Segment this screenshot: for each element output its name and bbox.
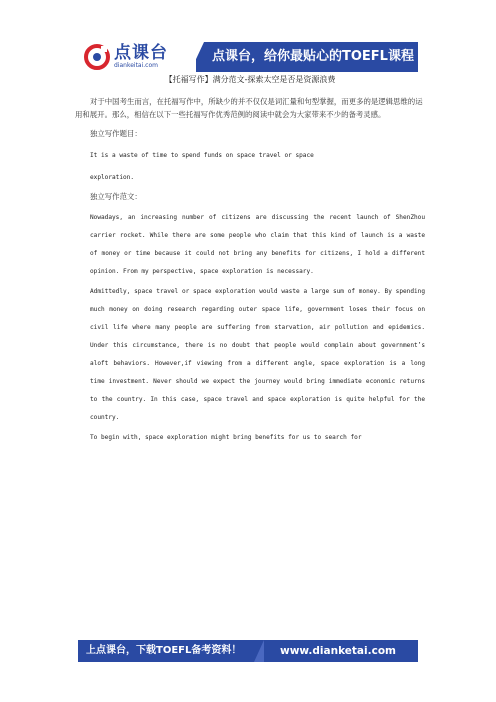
document-body [75, 74, 425, 449]
essay-paragraph-2: Admittedly, space travel or space exploration would waste a large sum of money. By spending much money on doing research regarding outer space life, government loses their focus on civil life where many people are suffering from starvation, air pollution and epidemics. Under this circumstance, there is no doubt that people would complain about government’s aloft behaviors. However,if viewing from a different angle, space exploration is a long time investment. Never should we expect the journey would bring immediate economic returns to the country. In this case, space travel and space exploration is quite helpful for the country. [90, 288, 425, 421]
logo-name: 点课台 [114, 43, 168, 63]
essay-paragraph-1: Nowadays, an increasing number of citizens are discussing the recent launch of ShenZhou carrier rocket. While there are some people who claim that this kind of launch is a waste of money or time because it could not bring any benefits for citizens, I hold a different opinion. From my perspective, space exploration is necessary. [90, 214, 425, 275]
topic-line-2: exploration. [90, 174, 135, 181]
footer-banner[interactable] [78, 640, 418, 662]
logo-domain: diankeitai.com [114, 62, 158, 69]
topic-label: 独立写作题目： [90, 129, 142, 138]
essay-paragraph-3: To begin with, space exploration might bring benefits for us to search for [90, 434, 362, 441]
document-title: 【托福写作】满分范文-探索太空是否是资源浪费 [164, 75, 336, 84]
footer-download-text: 上点课台，下载TOEFL备考资料！ [86, 645, 242, 656]
footer-website-link[interactable]: www.dianketai.com [280, 645, 396, 657]
header-slogan: 点课台，给你最贴心的TOEFL课程 [212, 49, 414, 64]
footer-divider [254, 640, 264, 662]
header-divider [190, 42, 204, 72]
brand-logo[interactable] [78, 42, 196, 72]
topic-line-1: It is a waste of time to spend funds on space travel or space [90, 152, 314, 159]
intro-paragraph: 对于中国考生而言，在托福写作中，所缺少的并不仅仅是词汇量和句型掌握，而更多的是逻辑思维的运用和展开。那么，相信在以下一些托福写作优秀范例的阅读中就会为大家带来不少的备考灵感。 [75, 97, 423, 119]
header-banner [78, 42, 418, 72]
sample-label: 独立写作范文： [90, 192, 142, 201]
essay [90, 209, 425, 447]
logo-icon [84, 44, 110, 70]
